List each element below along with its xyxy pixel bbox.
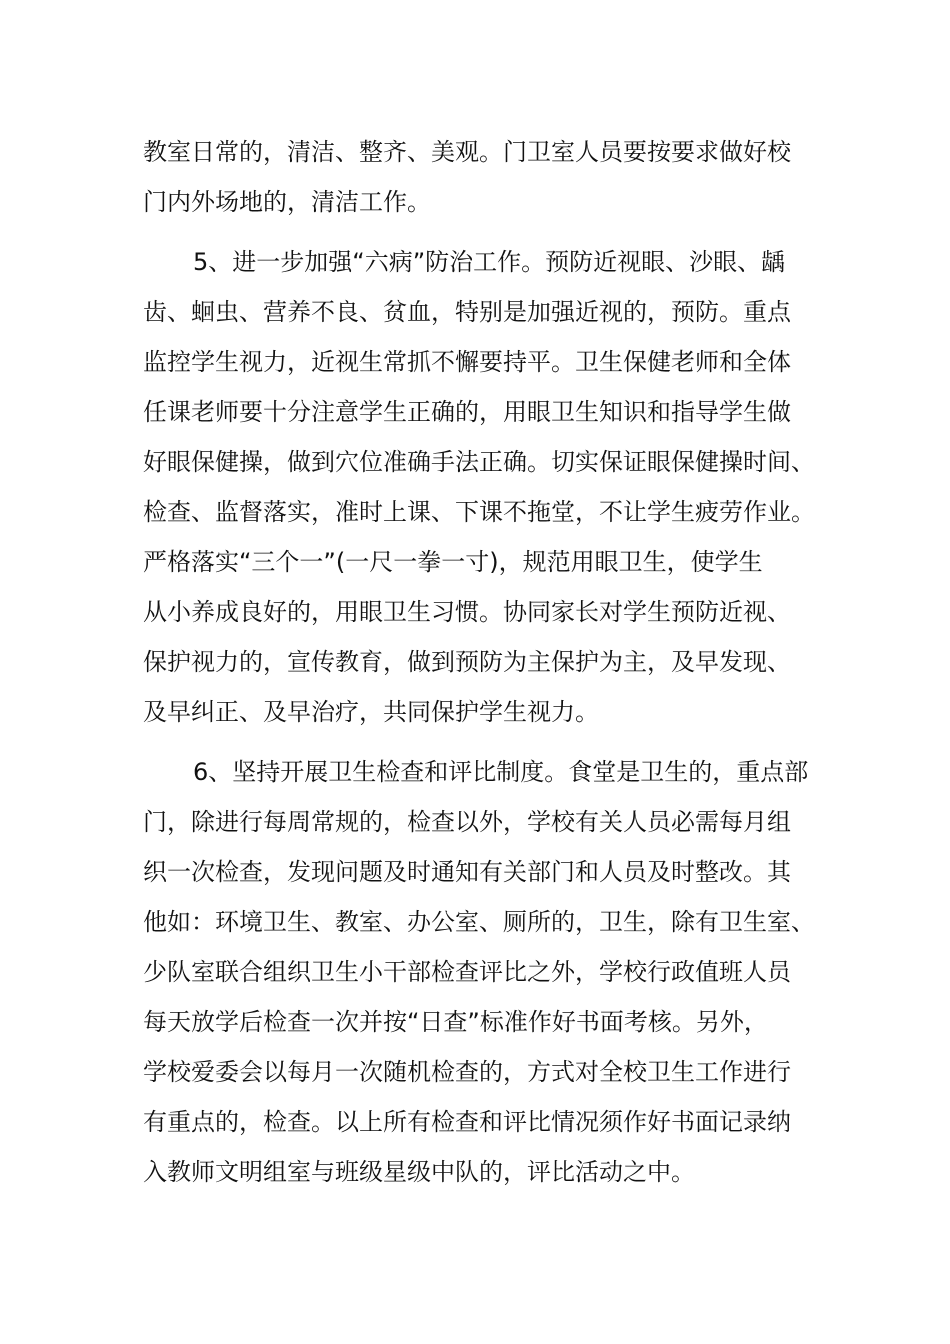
text-line: 从小养成良好的，用眼卫生习惯。协同家长对学生预防近视、	[143, 598, 791, 626]
document-body	[143, 127, 815, 1197]
text-line: 检查、监督落实，准时上课、下课不拖堂，不让学生疲劳作业。	[143, 498, 815, 526]
paragraph-3	[143, 747, 815, 1197]
paragraph-1	[143, 127, 811, 227]
text-line: 好眼保健操，做到穴位准确手法正确。切实保证眼保健操时间、	[143, 448, 815, 476]
paragraph-2	[143, 237, 815, 737]
text-line: 每天放学后检查一次并按“日查”标准作好书面考核。另外，	[143, 1008, 768, 1036]
text-line: 及早纠正、及早治疗，共同保护学生视力。	[143, 698, 599, 726]
text-line: 入教师文明组室与班级星级中队的，评比活动之中。	[143, 1158, 695, 1186]
text-line: 有重点的，检查。以上所有检查和评比情况须作好书面记录纳	[143, 1108, 791, 1136]
text-line: 教室日常的，清洁、整齐、美观。门卫室人员要按要求做好校	[143, 138, 791, 166]
text-line: 门内外场地的，清洁工作。	[143, 188, 431, 216]
text-line: 学校爱委会以每月一次随机检查的，方式对全校卫生工作进行	[143, 1058, 791, 1086]
text-line: 5、进一步加强“六病”防治工作。预防近视眼、沙眼、龋	[193, 248, 786, 276]
text-line: 严格落实“三个一”(一尺一拳一寸)，规范用眼卫生，使学生	[143, 548, 763, 576]
text-line: 门，除进行每周常规的，检查以外，学校有关人员必需每月组	[143, 808, 791, 836]
text-line: 保护视力的，宣传教育，做到预防为主保护为主，及早发现、	[143, 648, 791, 676]
text-line: 6、坚持开展卫生检查和评比制度。食堂是卫生的，重点部	[193, 758, 809, 786]
text-line: 他如：环境卫生、教室、办公室、厕所的，卫生，除有卫生室、	[143, 908, 815, 936]
text-line: 织一次检查，发现问题及时通知有关部门和人员及时整改。其	[143, 858, 791, 886]
text-line: 少队室联合组织卫生小干部检查评比之外，学校行政值班人员	[143, 958, 791, 986]
text-line: 齿、蛔虫、营养不良、贫血，特别是加强近视的，预防。重点	[143, 298, 791, 326]
text-line: 任课老师要十分注意学生正确的，用眼卫生知识和指导学生做	[143, 398, 791, 426]
text-line: 监控学生视力，近视生常抓不懈要持平。卫生保健老师和全体	[143, 348, 791, 376]
